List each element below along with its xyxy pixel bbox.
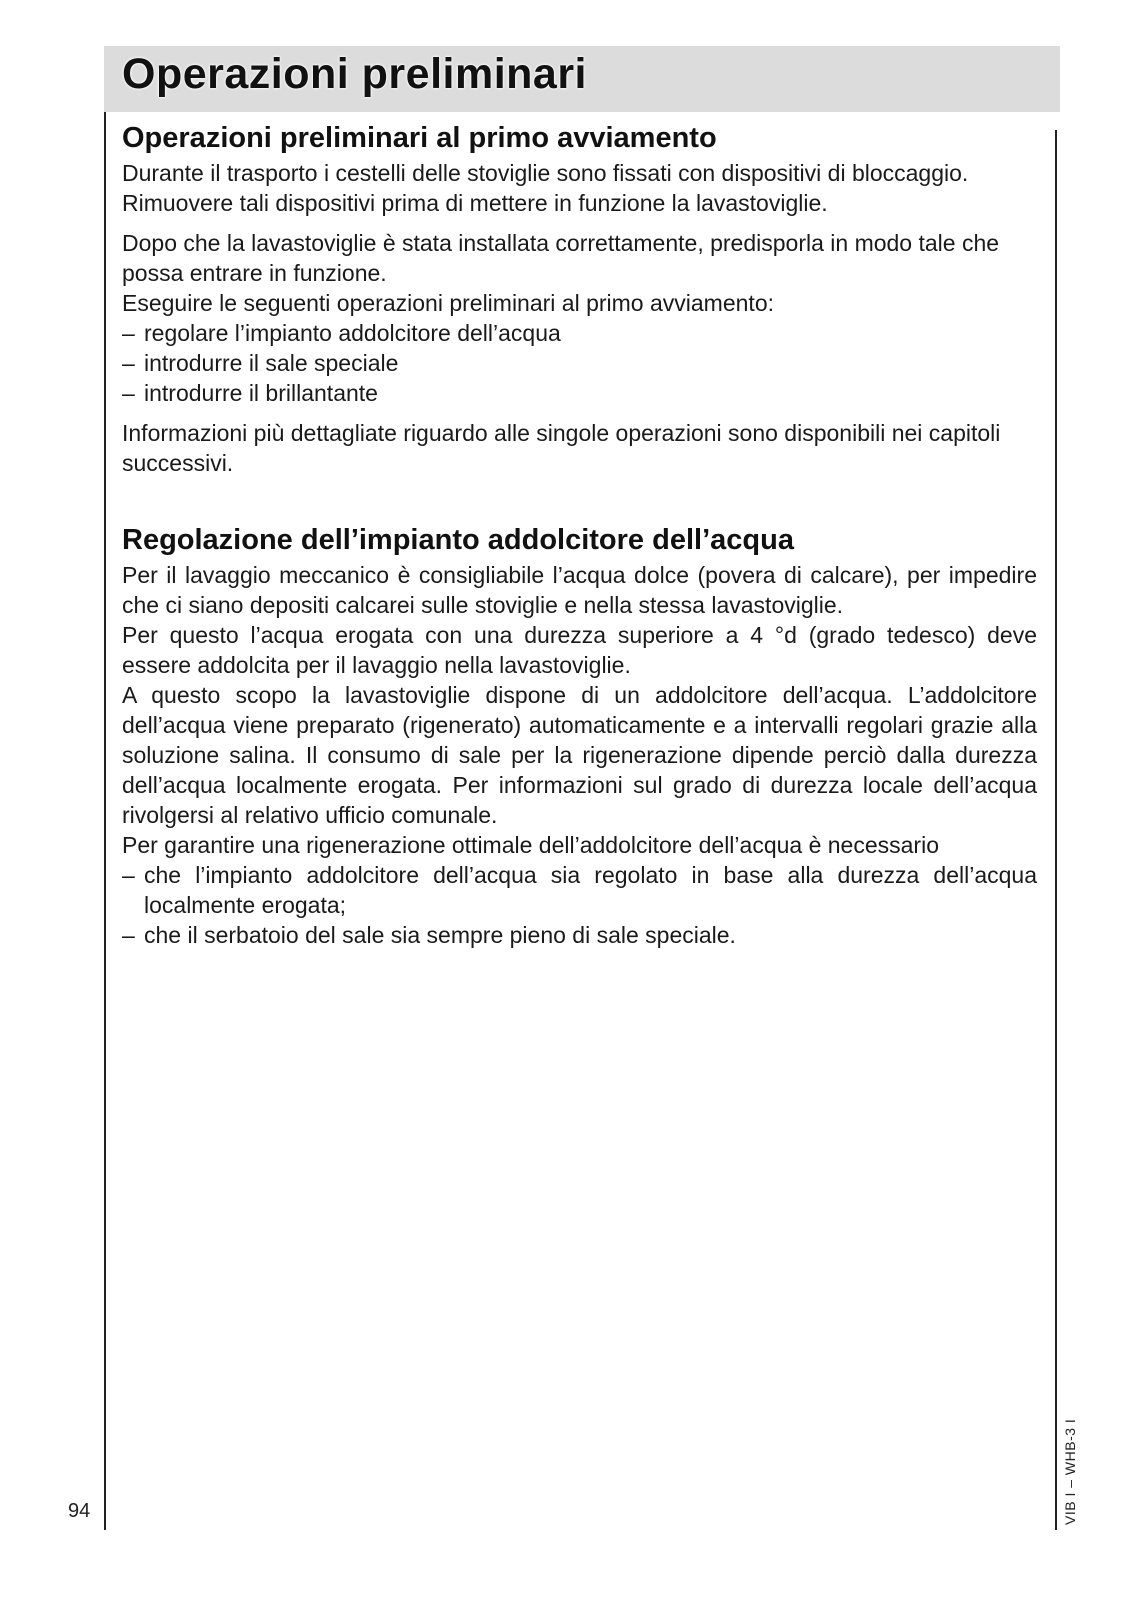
section-water-softener bbox=[122, 520, 1037, 950]
document-code: VIB I – WHB-3 I bbox=[1062, 1418, 1078, 1525]
paragraph: Per questo l’acqua erogata con una durezza superiore a 4 °d (grado tedesco) deve essere addolcita per il lavaggio nella lavastoviglie. bbox=[122, 622, 1037, 678]
paragraph: Dopo che la lavastoviglie è stata installata correttamente, predisporla in modo tale che possa entrare in funzione. bbox=[122, 230, 1000, 286]
page-title: Operazioni preliminari bbox=[122, 50, 587, 98]
left-margin-rule bbox=[104, 112, 106, 1530]
section-heading: Operazioni preliminari al primo avviamento bbox=[122, 122, 717, 154]
requirements-list bbox=[122, 860, 1037, 950]
page-number: 94 bbox=[68, 1500, 91, 1522]
list-item: – che il serbatoio del sale sia sempre pieno di sale speciale. bbox=[122, 920, 1037, 950]
list-item: – introdurre il brillantante bbox=[122, 378, 1037, 408]
list-item: – che l’impianto addolcitore dell’acqua sia regolato in base alla durezza dell’acqua localmente erogata; bbox=[122, 860, 1037, 920]
page-content bbox=[122, 118, 1037, 950]
paragraph: Per il lavaggio meccanico è consigliabile l’acqua dolce (povera di calcare), per impedire che ci siano depositi calcarei sulle stoviglie e nella stessa lavastoviglie. bbox=[122, 562, 1037, 618]
paragraph: Informazioni più dettagliate riguardo alle singole operazioni sono disponibili nei capitoli successivi. bbox=[122, 420, 1001, 476]
paragraph: A questo scopo la lavastoviglie dispone di un addolcitore dell’acqua. L’addolcitore dell’acqua viene preparato (rigenerato) automaticamente e a intervalli regolari grazie alla soluzione salina. Il consumo di sale per la rigenerazione dipende perciò dalla durezza dell’acqua localmente erogata. Per informazioni sul grado di durezza locale dell’acqua rivolgersi al relativo ufficio comunale. bbox=[122, 682, 1037, 828]
paragraph: Durante il trasporto i cestelli delle stoviglie sono fissati con dispositivi di bloccaggio. bbox=[122, 160, 969, 186]
paragraph: Rimuovere tali dispositivi prima di mettere in funzione la lavastoviglie. bbox=[122, 190, 828, 216]
section-heading: Regolazione dell’impianto addolcitore dell’acqua bbox=[122, 524, 794, 556]
paragraph: Per garantire una rigenerazione ottimale dell’addolcitore dell’acqua è necessario bbox=[122, 832, 939, 858]
paragraph: Eseguire le seguenti operazioni preliminari al primo avviamento: bbox=[122, 290, 774, 316]
list-item: – regolare l’impianto addolcitore dell’acqua bbox=[122, 318, 1037, 348]
section-first-start bbox=[122, 118, 1037, 478]
steps-list bbox=[122, 318, 1037, 408]
right-margin-rule bbox=[1055, 130, 1057, 1530]
list-item: – introdurre il sale speciale bbox=[122, 348, 1037, 378]
